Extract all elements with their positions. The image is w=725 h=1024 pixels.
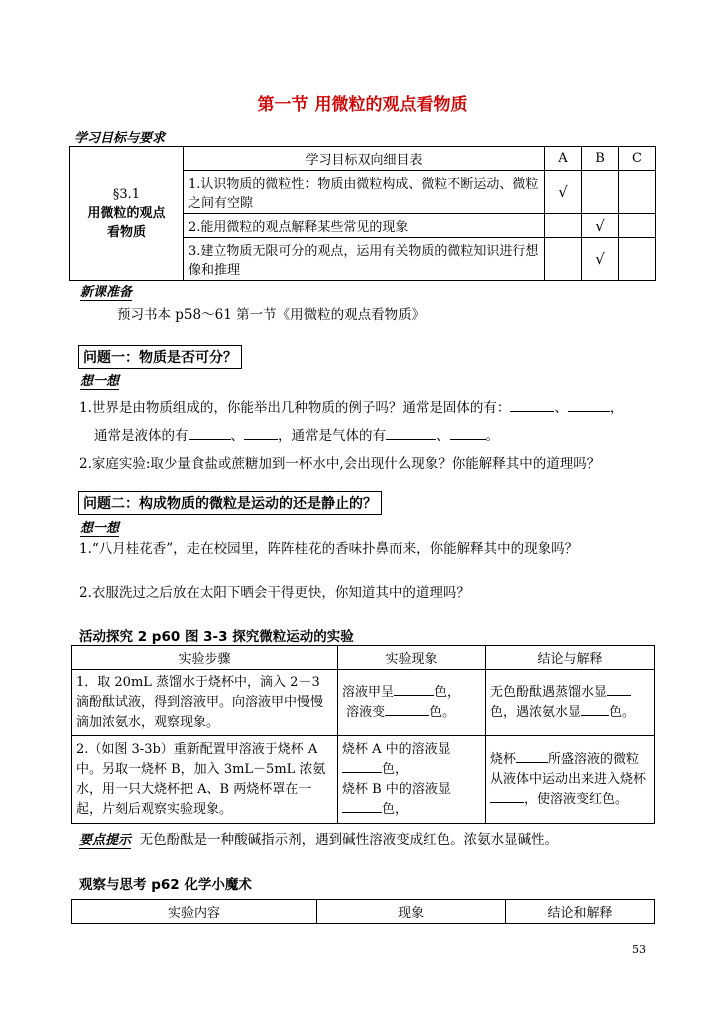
obs1-text-a: 溶液甲呈 bbox=[342, 684, 395, 700]
activity-step-1: 1．取 20mL 蒸馏水于烧杯中，滴入 2－3 滴酚酞试液，得到溶液甲。向溶液甲中慢慢滴加浓氨水，观察现象。 bbox=[72, 670, 338, 736]
blank-obs1-b bbox=[385, 715, 429, 716]
con1-text-b: 色，遇浓氨水显 bbox=[490, 704, 582, 720]
blank-con2-a bbox=[516, 762, 548, 763]
page-title: 第一节 用微粒的观点看物质 bbox=[257, 95, 468, 115]
goal-2-a bbox=[545, 214, 582, 238]
con2-text-b: 所盛溶液的微粒从液体中运动出来进入烧杯 bbox=[490, 751, 647, 787]
goal-1-check-a: √ bbox=[545, 171, 582, 214]
q1-line-2-text-b: ，通常是气体的有 bbox=[278, 428, 386, 444]
section-title-line2: 看物质 bbox=[106, 225, 146, 240]
activity-con-1 bbox=[486, 670, 655, 736]
preview-text: 预习书本 p58～61 第一节《用微粒的观点看物质》 bbox=[117, 307, 426, 323]
goal-2-check-b: √ bbox=[582, 214, 619, 238]
goal-row-2: 2.能用微粒的观点解释某些常见的现象 bbox=[184, 214, 545, 238]
tip-line bbox=[79, 828, 558, 848]
blank-con1-b bbox=[581, 715, 609, 716]
goals-table bbox=[69, 146, 656, 281]
observe-header-content: 实验内容 bbox=[72, 900, 317, 924]
activity-con-2 bbox=[486, 736, 655, 824]
obs1-text-c: 溶液变 bbox=[346, 704, 386, 720]
activity-obs-1 bbox=[338, 670, 486, 736]
q1-line-1-text: 1.世界是由物质组成的，你能举出几种物质的例子吗？通常是固体的有： bbox=[79, 400, 511, 416]
goal-3-check-b: √ bbox=[582, 238, 619, 281]
tip-text: 无色酚酞是一种酸碱指示剂，遇到碱性溶液变成红色。浓氨水显碱性。 bbox=[139, 832, 559, 848]
goal-3-a bbox=[545, 238, 582, 281]
q1-line-1: 1.世界是由物质组成的，你能举出几种物质的例子吗？通常是固体的有： 、 ， bbox=[79, 400, 624, 416]
q2-think-label: 想一想 bbox=[80, 517, 119, 537]
con1-text-c: 色。 bbox=[609, 704, 636, 720]
goal-3-c bbox=[619, 238, 656, 281]
goal-row-3: 3.建立物质无限可分的观点，运用有关物质的微粒知识进行想像和推理 bbox=[184, 238, 545, 281]
question-1-heading: 问题一：物质是否可分？ bbox=[78, 345, 242, 369]
col-a-header: A bbox=[545, 147, 582, 171]
activity-header-observation: 实验现象 bbox=[338, 646, 486, 670]
blank-solid-2 bbox=[568, 411, 610, 412]
blank-gas-1 bbox=[386, 439, 436, 440]
blank-solid-1 bbox=[510, 411, 554, 412]
goal-row-1: 1.认识物质的微粒性：物质由微粒构成、微粒不断运动、微粒之间有空隙 bbox=[184, 171, 545, 214]
activity-table bbox=[71, 645, 655, 824]
obs1-text-b: 色， bbox=[434, 684, 461, 700]
question-2-heading: 问题二：构成物质的微粒是运动的还是静止的？ bbox=[78, 491, 382, 515]
observe-header-conclusion: 结论和解释 bbox=[506, 900, 655, 924]
blank-con2-b bbox=[490, 802, 524, 803]
obs2-text-b: 色， bbox=[382, 761, 409, 777]
blank-liquid-2 bbox=[244, 439, 278, 440]
tip-label: 要点提示 bbox=[79, 833, 132, 848]
obs2-text-d: 色， bbox=[382, 801, 409, 817]
page-number: 53 bbox=[632, 943, 646, 956]
con2-text-c: ，使溶液变红色。 bbox=[524, 791, 629, 807]
observe-heading: 观察与思考 p62 化学小魔术 bbox=[79, 877, 252, 893]
goal-1-c bbox=[619, 171, 656, 214]
preview-heading: 新课准备 bbox=[80, 281, 132, 301]
q1-line-2-text-a: 通常是液体的有 bbox=[94, 428, 189, 444]
blank-obs2-a bbox=[342, 772, 382, 773]
obs2-text-c: 烧杯 B 中的溶液显 bbox=[342, 781, 451, 797]
blank-liquid-1 bbox=[189, 439, 231, 440]
q1-line-3: 2.家庭实验:取少量食盐或蔗糖加到一杯水中,会出现什么现象？你能解释其中的道理吗？ bbox=[79, 456, 601, 472]
activity-step-2: 2.（如图 3-3b）重新配置甲溶液于烧杯 A 中。另取一烧杯 B，加入 3mL－5mL 浓氨水，用一只大烧杯把 A、B 两烧杯罩在一起，片刻后观察实验现象。 bbox=[72, 736, 338, 824]
section-title-line1: 用微粒的观点 bbox=[87, 206, 166, 221]
con2-text-a: 烧杯 bbox=[490, 751, 517, 767]
q1-line-2: 通常是液体的有 、 ，通常是气体的有 、 。 bbox=[94, 428, 499, 444]
observe-table bbox=[71, 899, 655, 924]
col-b-header: B bbox=[582, 147, 619, 171]
activity-header-conclusion: 结论与解释 bbox=[486, 646, 655, 670]
q1-think-label: 想一想 bbox=[80, 370, 119, 390]
activity-obs-2 bbox=[338, 736, 486, 824]
con1-text-a: 无色酚酞遇蒸馏水显 bbox=[490, 684, 608, 700]
section-number: §3.1 bbox=[112, 187, 141, 202]
observe-header-phenomenon: 现象 bbox=[317, 900, 506, 924]
goals-table-title: 学习目标双向细目表 bbox=[184, 147, 545, 171]
q2-line-1: 1.“八月桂花香”，走在校园里，阵阵桂花的香味扑鼻而来，你能解释其中的现象吗？ bbox=[79, 541, 579, 557]
blank-obs2-b bbox=[342, 812, 382, 813]
goal-2-c bbox=[619, 214, 656, 238]
obs1-text-d: 色。 bbox=[429, 704, 456, 720]
blank-obs1-a bbox=[394, 695, 434, 696]
goals-section-cell bbox=[70, 147, 184, 281]
col-c-header: C bbox=[619, 147, 656, 171]
goal-1-b bbox=[582, 171, 619, 214]
q2-line-2: 2.衣服洗过之后放在太阳下晒会干得更快，你知道其中的道理吗？ bbox=[79, 585, 470, 601]
obs2-text-a: 烧杯 A 中的溶液显 bbox=[342, 741, 451, 757]
goals-heading: 学习目标与要求 bbox=[74, 127, 165, 147]
blank-con1-a bbox=[607, 695, 631, 696]
activity-header-steps: 实验步骤 bbox=[72, 646, 338, 670]
activity-heading: 活动探究 2 p60 图 3-3 探究微粒运动的实验 bbox=[79, 629, 354, 645]
blank-gas-2 bbox=[450, 439, 486, 440]
